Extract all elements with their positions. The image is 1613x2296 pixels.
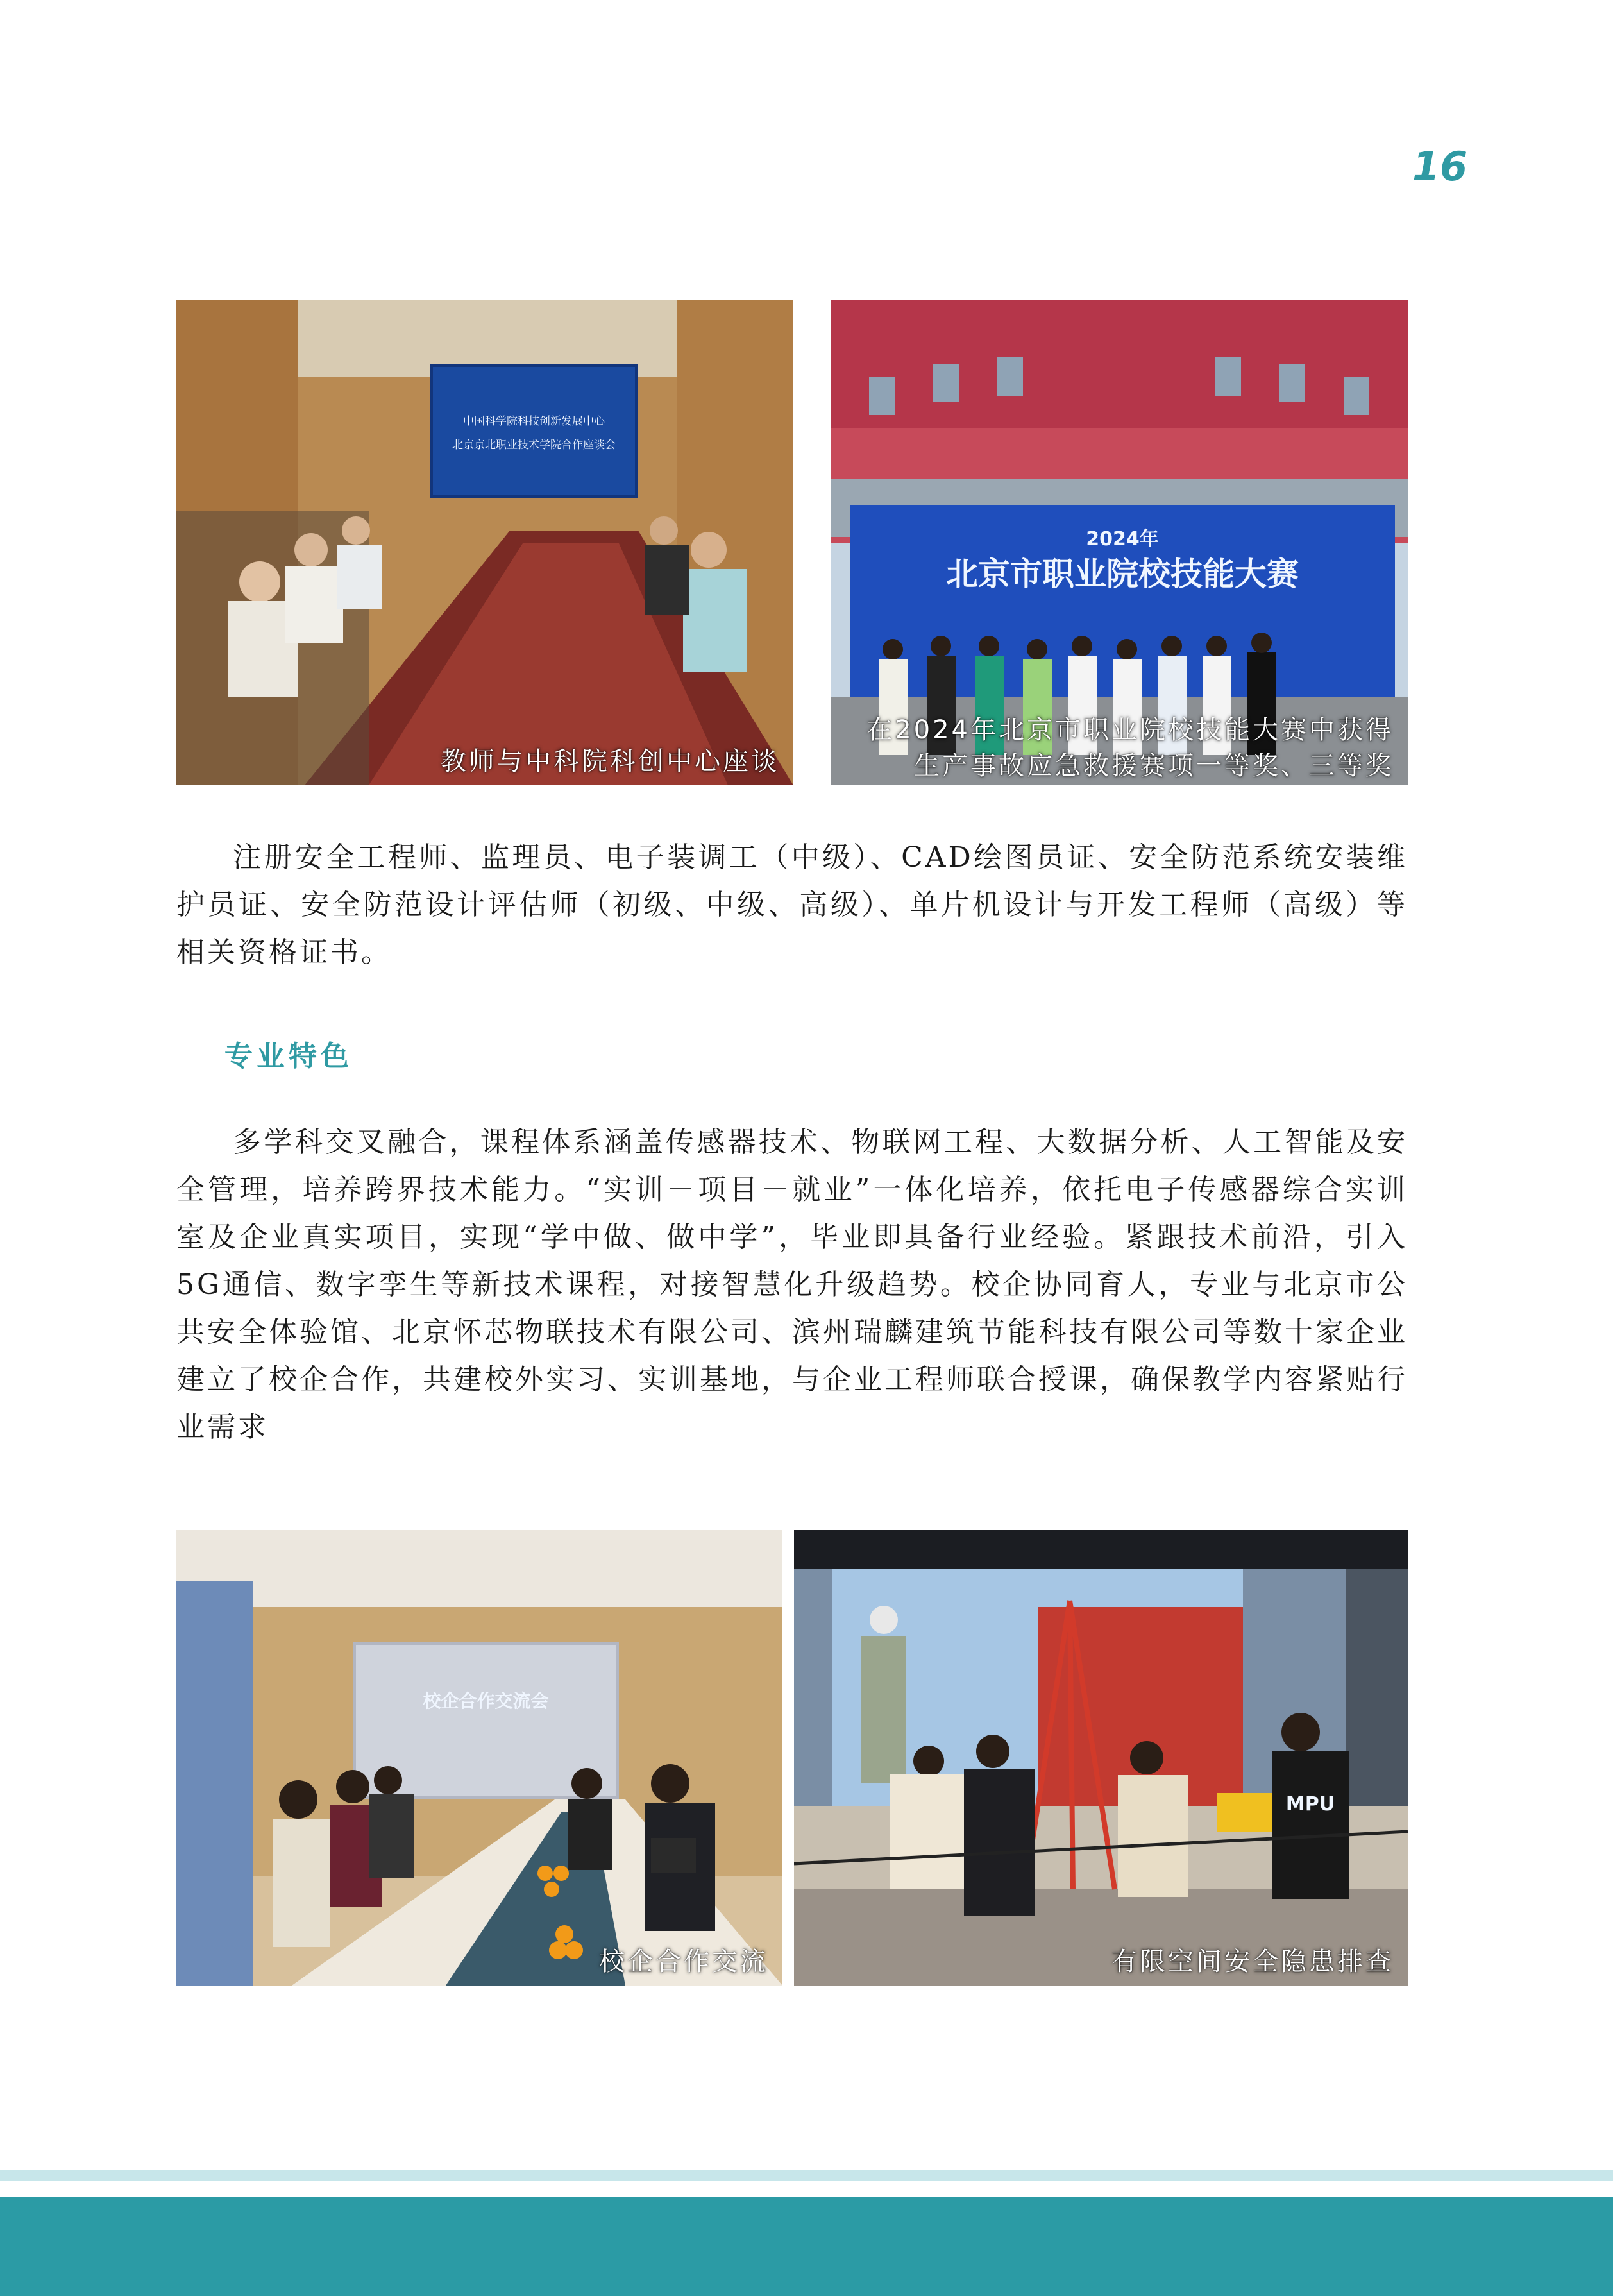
screen-title-line2: 北京京北职业技术学院合作座谈会 [452, 439, 616, 452]
features-paragraph: 多学科交叉融合，课程体系涵盖传感器技术、物联网工程、大数据分析、人工智能及安全管理，培养跨界技术能力。“实训－项目－就业”一体化培养，依托电子传感器综合实训室及企业真实项目，实现“学中做、做中学”，毕业即具备行业经验。紧跟技术前沿，引入5G通信、数字孪生等新技术课程，对接智慧化升级趋势。校企协同育人，专业与北京市公共安全体验馆、北京怀芯物联技术有限公司、滨州瑞麟建筑节能科技有限公司等数十家企业建立了校企合作，共建校外实习、实训基地，与企业工程师联合授课，确保教学内容紧贴行业需求 [176, 1126, 1408, 1443]
photo-meeting-with-cas [176, 300, 793, 785]
footer-decor-band [0, 2197, 1613, 2296]
footer-decor-stripe [0, 2170, 1613, 2181]
certificates-paragraph: 注册安全工程师、监理员、电子装调工（中级）、CAD绘图员证、安全防范系统安装维护员证、安全防范设计评估师（初级、中级、高级）、单片机设计与开发工程师（高级）等相关资格证书。 [176, 841, 1408, 969]
photo-skills-competition [831, 300, 1408, 785]
photo-caption: 校企合作交流 [599, 1947, 768, 1977]
meeting-room-image [176, 300, 793, 785]
inspection-image [794, 1530, 1408, 1986]
section-heading-features: 专业特色 [224, 1040, 353, 1073]
shirt-text: MPU [1285, 1793, 1335, 1816]
photo-caption: 有限空间安全隐患排查 [1111, 1947, 1394, 1977]
photo-school-enterprise-exchange [176, 1530, 782, 1986]
screen-title-line1: 中国科学院科技创新发展中心 [463, 415, 605, 428]
banner-title: 北京市职业院校技能大赛 [946, 556, 1299, 593]
photo-caption: 教师与中科院科创中心座谈 [441, 747, 779, 776]
exchange-image [176, 1530, 782, 1986]
page-number: 16 [1412, 143, 1468, 190]
banner-year: 2024年 [1086, 528, 1159, 550]
projector-screen-text: 校企合作交流会 [423, 1690, 549, 1712]
photo-confined-space-inspection [794, 1530, 1408, 1986]
photo-caption: 在2024年北京市职业院校技能大赛中获得生产事故应急救援赛项一等奖、三等奖 [866, 715, 1394, 781]
